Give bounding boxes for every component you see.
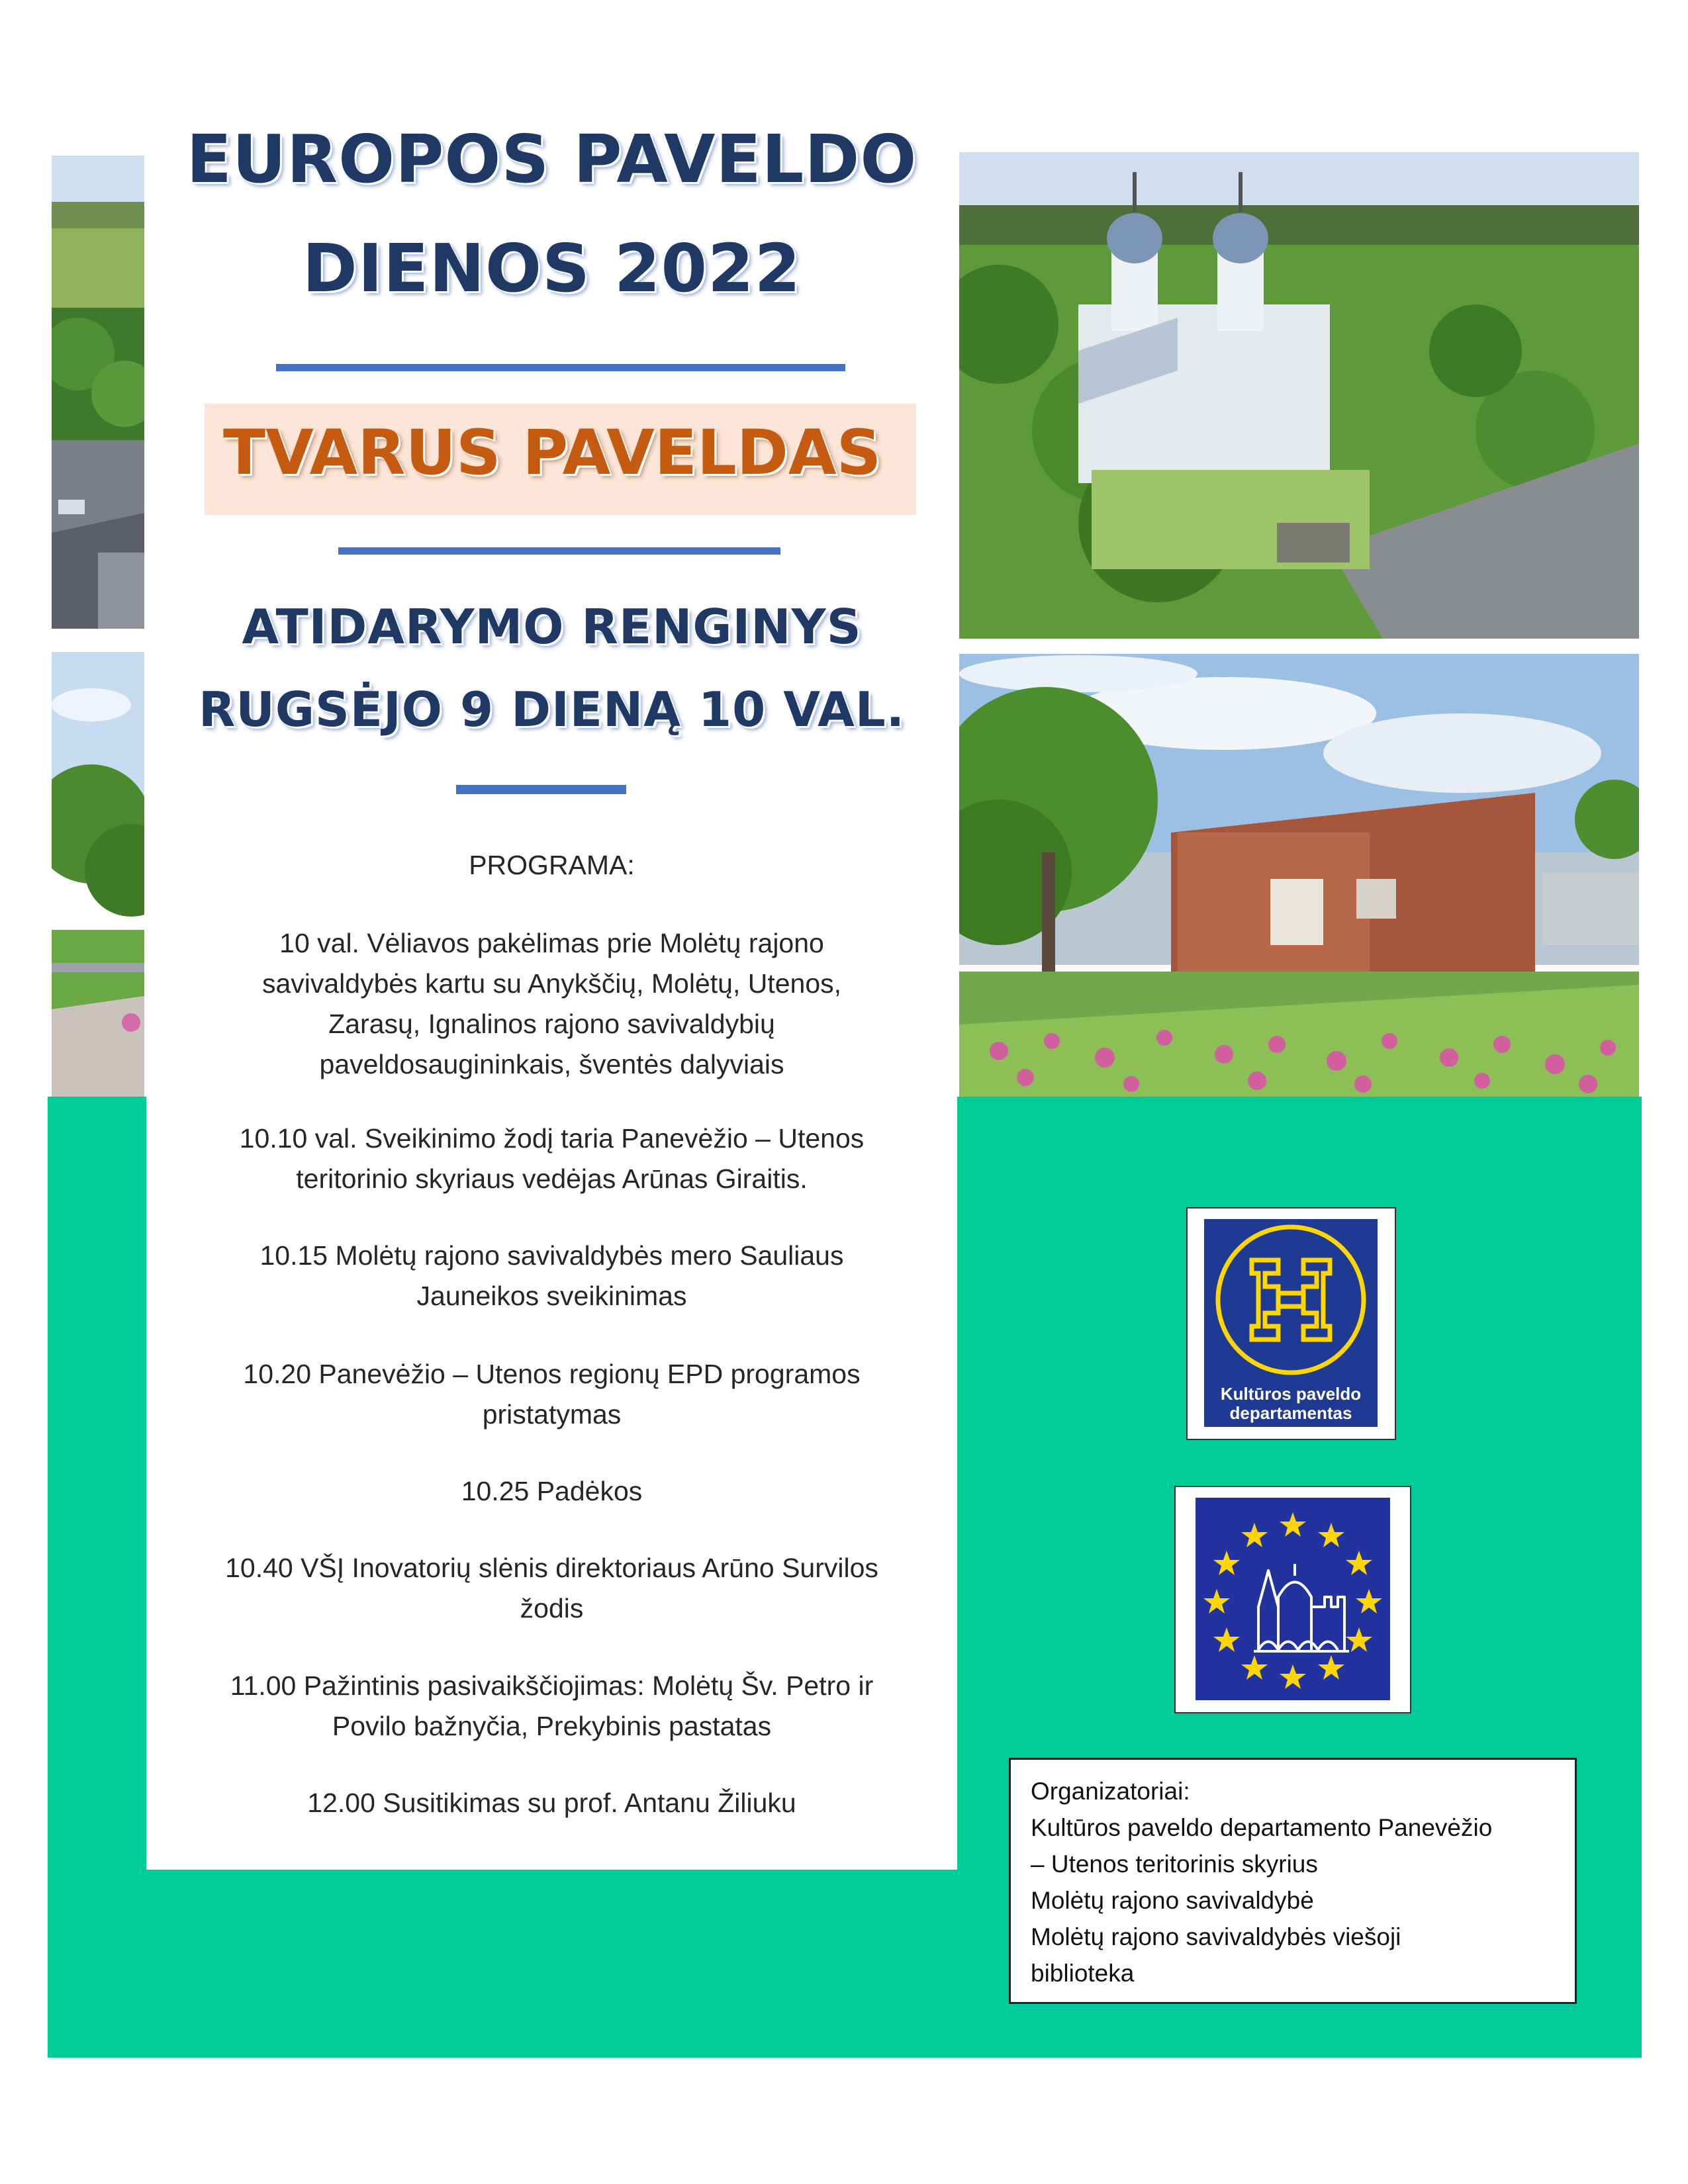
kpd-logo-line: Kultūros paveldo [1220,1384,1362,1404]
town-aerial-photo-left [52,156,144,629]
organizer-line: – Utenos teritorinis skyrius [1031,1850,1318,1878]
meander-icon [1204,1219,1378,1385]
organizer-line: Molėtų rajono savivaldybės viešoji [1031,1923,1401,1950]
program-item-line: Zarasų, Ignalinos rajono savivaldybių [328,1009,775,1039]
organizers-box [1009,1758,1577,2004]
divider-rule [456,785,626,794]
kpd-logo-text [1204,1385,1378,1423]
program-item-line: Povilo bažnyčia, Prekybinis pastatas [332,1711,772,1741]
program-heading: PROGRAMA: [469,850,635,880]
organizer-line: Kultūros paveldo departamento Panevėžio [1031,1814,1493,1841]
star-icon [1203,1512,1382,1689]
program-item-line: žodis [520,1593,584,1623]
organizer-line: biblioteka [1031,1960,1135,1987]
program-item [160,1236,944,1316]
kpd-emblem [1204,1219,1378,1427]
program-item [160,1471,944,1512]
program-item [160,1666,944,1747]
event-date: RUGSĖJO 9 DIENĄ 10 VAL. [198,682,906,737]
divider-rule [338,547,780,555]
program-item [160,1548,944,1629]
program-item-line: 10.10 val. Sveikinimo žodį taria Panevėžio – Utenos [239,1123,865,1154]
event-title: ATIDARYMO RENGINYS [242,599,862,655]
divider-rule [276,364,845,371]
program-item-line: pristatymas [482,1399,622,1430]
program-item [160,1783,944,1823]
program-item [160,1118,944,1199]
organizers-heading: Organizatoriai: [1031,1778,1190,1805]
european-heritage-days-logo [1174,1486,1411,1713]
theme-title: TVARUS PAVELDAS [223,417,882,489]
organizer-line: Molėtų rajono savivaldybė [1031,1887,1314,1914]
program-panel [146,106,957,1870]
program-item [160,1354,944,1435]
eu-stars-castle-icon [1196,1498,1390,1700]
ehd-emblem [1196,1498,1390,1700]
program-item-line: 11.00 Pažintinis pasivaikščiojimas: Molėtų Šv. Petro ir [230,1670,874,1701]
program-item-line: 10.40 VŠĮ Inovatorių slėnis direktoriaus Arūno Survilos [225,1553,878,1583]
program-item-line: teritorinio skyriaus vedėjas Arūnas Giraitis. [296,1163,808,1194]
trade-building-photo [959,654,1639,1097]
program-item [160,923,944,1085]
street-photo-left [52,652,144,1097]
program-item-line: Jauneikos sveikinimas [416,1281,687,1311]
title-line-1: EUROPOS PAVELDO [186,120,917,198]
kpd-logo-line: departamentas [1229,1403,1352,1423]
program-item-line: 10.25 Padėkos [461,1476,643,1506]
program-item-line: 10 val. Vėliavos pakėlimas prie Molėtų rajono [279,928,824,958]
program-item-line: 10.15 Molėtų rajono savivaldybės mero Sauliaus [259,1240,844,1271]
program-item-line: paveldosauginink​ais, šventės dalyviais [319,1049,784,1079]
kpd-logo [1186,1207,1396,1440]
program-item-line: savivaldybės kartu su Anykščių, Molėtų, Utenos, [261,968,842,999]
organizers-text [1031,1773,1492,1991]
theme-box [205,404,916,515]
program-item-line: 12.00 Susitikimas su prof. Antanu Žiliuku [307,1788,796,1818]
program-item-line: 10.20 Panevėžio – Utenos regionų EPD programos [243,1359,861,1389]
church-aerial-photo [959,152,1639,639]
title-line-2: DIENOS 2022 [302,230,802,307]
